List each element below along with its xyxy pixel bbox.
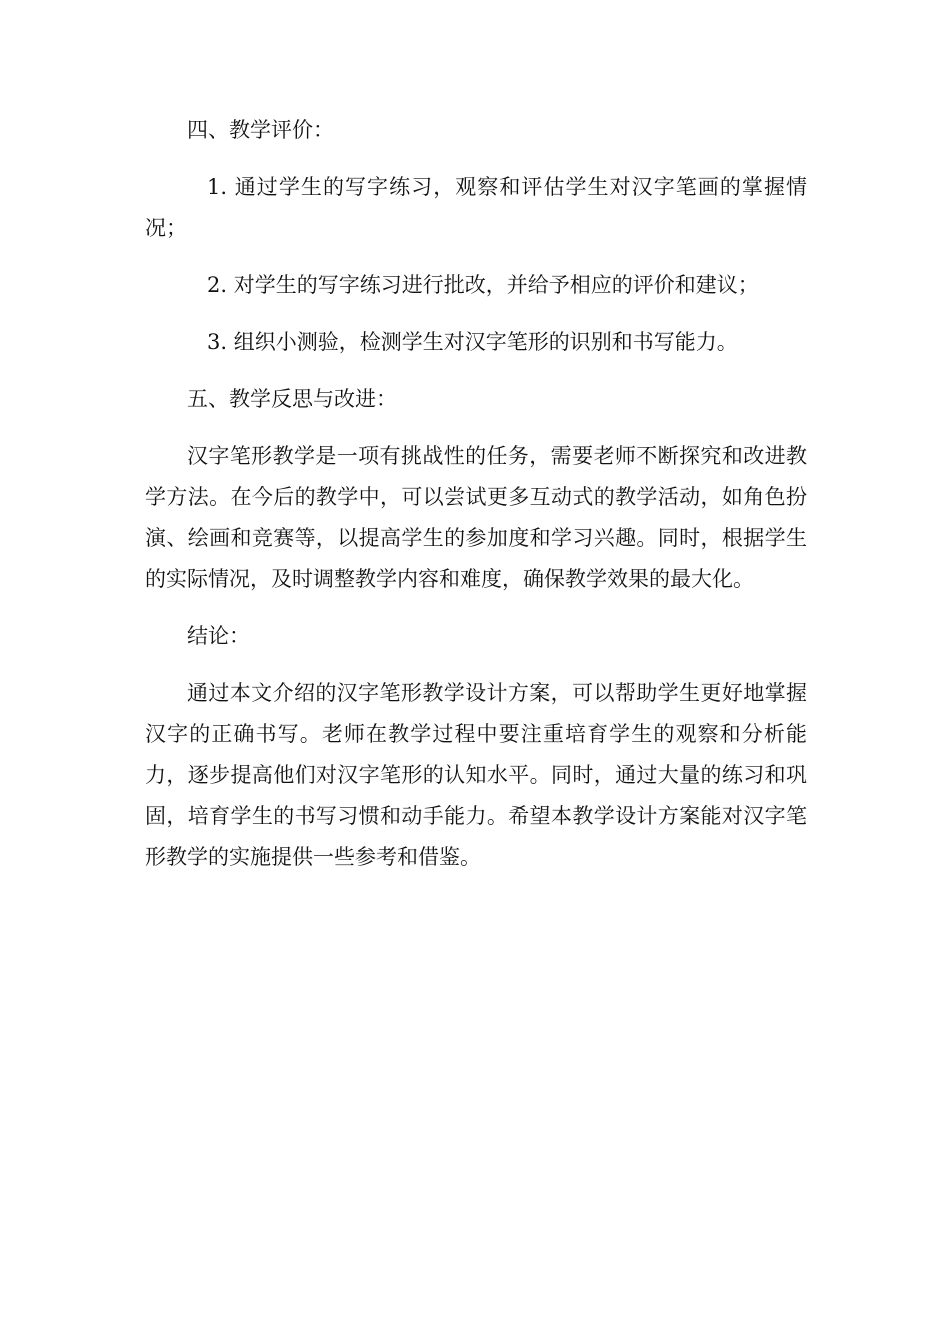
- evaluation-item-3: 3. 组织小测验，检测学生对汉字笔形的识别和书写能力。: [207, 330, 738, 354]
- evaluation-item-2: 2. 对学生的写字练习进行批改，并给予相应的评价和建议；: [207, 273, 759, 297]
- section-heading-reflection: 五、教学反思与改进：: [187, 387, 397, 411]
- reflection-paragraph: 汉字笔形教学是一项有挑战性的任务，需要老师不断探究和改进教学方法。在今后的教学中，可以尝试更多互动式的教学活动，如角色扮演、绘画和竞赛等，以提高学生的参加度和学习兴趣。同时，根据学生的实际情况，及时调整教学内容和难度，确保教学效果的最大化。: [145, 444, 807, 591]
- section-heading-evaluation: 四、教学评价：: [187, 118, 334, 142]
- evaluation-item-1: 1. 通过学生的写字练习，观察和评估学生对汉字笔画的掌握情况；: [145, 175, 807, 240]
- conclusion-paragraph: 通过本文介绍的汉字笔形教学设计方案，可以帮助学生更好地掌握汉字的正确书写。老师在教学过程中要注重培育学生的观察和分析能力，逐步提高他们对汉字笔形的认知水平。同时，通过大量的练习和巩固，培育学生的书写习惯和动手能力。希望本教学设计方案能对汉字笔形教学的实施提供一些参考和借鉴。: [145, 681, 807, 869]
- document-page: [145, 110, 807, 894]
- section-heading-conclusion: 结论：: [187, 624, 250, 648]
